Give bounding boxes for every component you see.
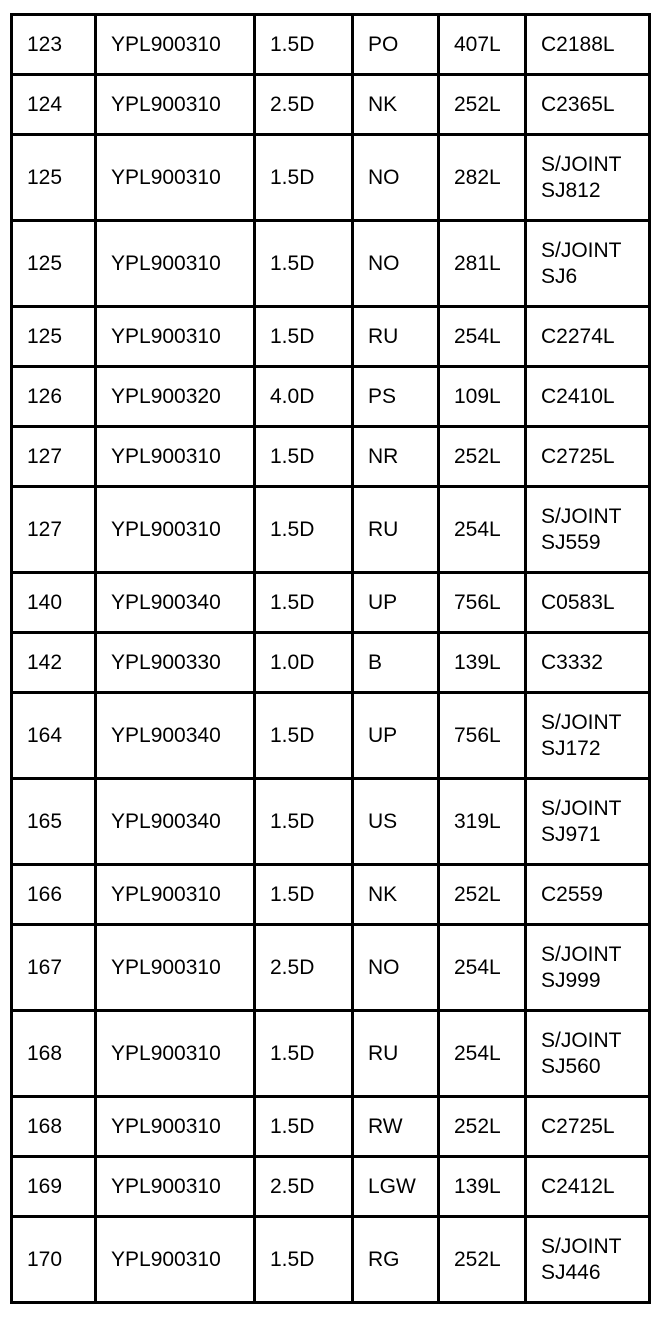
cell-part-number: YPL900310 — [96, 307, 255, 367]
table-row — [12, 1157, 650, 1217]
cell-reference: C2410L — [526, 367, 650, 427]
cell-code: US — [353, 779, 439, 865]
table-row — [12, 427, 650, 487]
cell-part-number: YPL900310 — [96, 75, 255, 135]
cell-part-number: YPL900310 — [96, 865, 255, 925]
cell-code: RU — [353, 307, 439, 367]
cell-part-number: YPL900340 — [96, 573, 255, 633]
table-row — [12, 135, 650, 221]
cell-length: 407L — [439, 15, 526, 75]
cell-reference: C3332 — [526, 633, 650, 693]
cell-reference: S/JOINT SJ446 — [526, 1217, 650, 1303]
cell-reference: C2274L — [526, 307, 650, 367]
cell-code: RU — [353, 487, 439, 573]
cell-index: 164 — [12, 693, 96, 779]
cell-part-number: YPL900310 — [96, 1097, 255, 1157]
cell-length: 252L — [439, 1217, 526, 1303]
cell-reference: S/JOINT SJ6 — [526, 221, 650, 307]
table-row — [12, 779, 650, 865]
cell-size: 1.5D — [255, 1097, 353, 1157]
document-sheet — [10, 13, 651, 1304]
cell-reference: S/JOINT SJ812 — [526, 135, 650, 221]
cell-size: 1.5D — [255, 1011, 353, 1097]
cell-size: 1.5D — [255, 487, 353, 573]
cell-part-number: YPL900310 — [96, 1217, 255, 1303]
table-row — [12, 307, 650, 367]
cell-reference: C2559 — [526, 865, 650, 925]
cell-index: 166 — [12, 865, 96, 925]
cell-reference: C2188L — [526, 15, 650, 75]
table-row — [12, 75, 650, 135]
cell-size: 1.5D — [255, 135, 353, 221]
cell-code: RG — [353, 1217, 439, 1303]
cell-length: 109L — [439, 367, 526, 427]
cell-part-number: YPL900310 — [96, 1011, 255, 1097]
cell-part-number: YPL900310 — [96, 135, 255, 221]
cell-code: UP — [353, 573, 439, 633]
cell-index: 125 — [12, 135, 96, 221]
cell-code: NO — [353, 221, 439, 307]
cell-index: 126 — [12, 367, 96, 427]
cell-size: 1.5D — [255, 693, 353, 779]
table-row — [12, 1217, 650, 1303]
cell-code: B — [353, 633, 439, 693]
cell-index: 127 — [12, 487, 96, 573]
cell-index: 125 — [12, 307, 96, 367]
cell-index: 169 — [12, 1157, 96, 1217]
cell-code: RW — [353, 1097, 439, 1157]
cell-code: NR — [353, 427, 439, 487]
cell-length: 252L — [439, 865, 526, 925]
cell-reference: C2725L — [526, 427, 650, 487]
cell-length: 252L — [439, 1097, 526, 1157]
table-row — [12, 15, 650, 75]
cell-part-number: YPL900320 — [96, 367, 255, 427]
table-row — [12, 925, 650, 1011]
cell-index: 168 — [12, 1097, 96, 1157]
cell-length: 139L — [439, 1157, 526, 1217]
cell-size: 2.5D — [255, 1157, 353, 1217]
cell-size: 4.0D — [255, 367, 353, 427]
cell-code: PO — [353, 15, 439, 75]
cell-code: NK — [353, 865, 439, 925]
cell-length: 254L — [439, 1011, 526, 1097]
cell-size: 1.5D — [255, 307, 353, 367]
cell-code: RU — [353, 1011, 439, 1097]
cell-size: 1.5D — [255, 15, 353, 75]
cell-code: UP — [353, 693, 439, 779]
cell-code: NO — [353, 135, 439, 221]
table-body — [12, 15, 650, 1303]
cell-size: 1.5D — [255, 865, 353, 925]
cell-length: 254L — [439, 925, 526, 1011]
table-row — [12, 1097, 650, 1157]
cell-part-number: YPL900310 — [96, 221, 255, 307]
cell-code: PS — [353, 367, 439, 427]
cell-size: 2.5D — [255, 925, 353, 1011]
table-row — [12, 487, 650, 573]
cell-size: 2.5D — [255, 75, 353, 135]
cell-size: 1.5D — [255, 1217, 353, 1303]
cell-reference: S/JOINT SJ999 — [526, 925, 650, 1011]
cell-index: 167 — [12, 925, 96, 1011]
table-row — [12, 573, 650, 633]
cell-part-number: YPL900310 — [96, 15, 255, 75]
table-row — [12, 693, 650, 779]
cell-index: 170 — [12, 1217, 96, 1303]
cell-part-number: YPL900310 — [96, 1157, 255, 1217]
cell-part-number: YPL900310 — [96, 487, 255, 573]
table-row — [12, 221, 650, 307]
cell-size: 1.5D — [255, 573, 353, 633]
cell-reference: C2412L — [526, 1157, 650, 1217]
cell-reference: S/JOINT SJ971 — [526, 779, 650, 865]
cell-length: 282L — [439, 135, 526, 221]
cell-index: 124 — [12, 75, 96, 135]
cell-part-number: YPL900310 — [96, 427, 255, 487]
cell-index: 168 — [12, 1011, 96, 1097]
table-row — [12, 367, 650, 427]
cell-index: 127 — [12, 427, 96, 487]
data-table — [10, 13, 651, 1304]
cell-length: 254L — [439, 487, 526, 573]
table-row — [12, 1011, 650, 1097]
cell-index: 125 — [12, 221, 96, 307]
cell-size: 1.5D — [255, 221, 353, 307]
cell-reference: S/JOINT SJ172 — [526, 693, 650, 779]
cell-reference: S/JOINT SJ559 — [526, 487, 650, 573]
cell-length: 756L — [439, 693, 526, 779]
cell-index: 165 — [12, 779, 96, 865]
cell-reference: C0583L — [526, 573, 650, 633]
table-row — [12, 633, 650, 693]
cell-code: NK — [353, 75, 439, 135]
cell-length: 281L — [439, 221, 526, 307]
cell-code: NO — [353, 925, 439, 1011]
cell-size: 1.5D — [255, 427, 353, 487]
cell-reference: C2725L — [526, 1097, 650, 1157]
cell-length: 254L — [439, 307, 526, 367]
cell-code: LGW — [353, 1157, 439, 1217]
cell-part-number: YPL900330 — [96, 633, 255, 693]
cell-length: 756L — [439, 573, 526, 633]
cell-length: 252L — [439, 427, 526, 487]
cell-size: 1.0D — [255, 633, 353, 693]
cell-reference: S/JOINT SJ560 — [526, 1011, 650, 1097]
table-row — [12, 865, 650, 925]
cell-index: 140 — [12, 573, 96, 633]
cell-reference: C2365L — [526, 75, 650, 135]
cell-index: 123 — [12, 15, 96, 75]
cell-length: 319L — [439, 779, 526, 865]
cell-part-number: YPL900310 — [96, 925, 255, 1011]
cell-length: 252L — [439, 75, 526, 135]
cell-size: 1.5D — [255, 779, 353, 865]
cell-part-number: YPL900340 — [96, 779, 255, 865]
cell-length: 139L — [439, 633, 526, 693]
cell-index: 142 — [12, 633, 96, 693]
cell-part-number: YPL900340 — [96, 693, 255, 779]
